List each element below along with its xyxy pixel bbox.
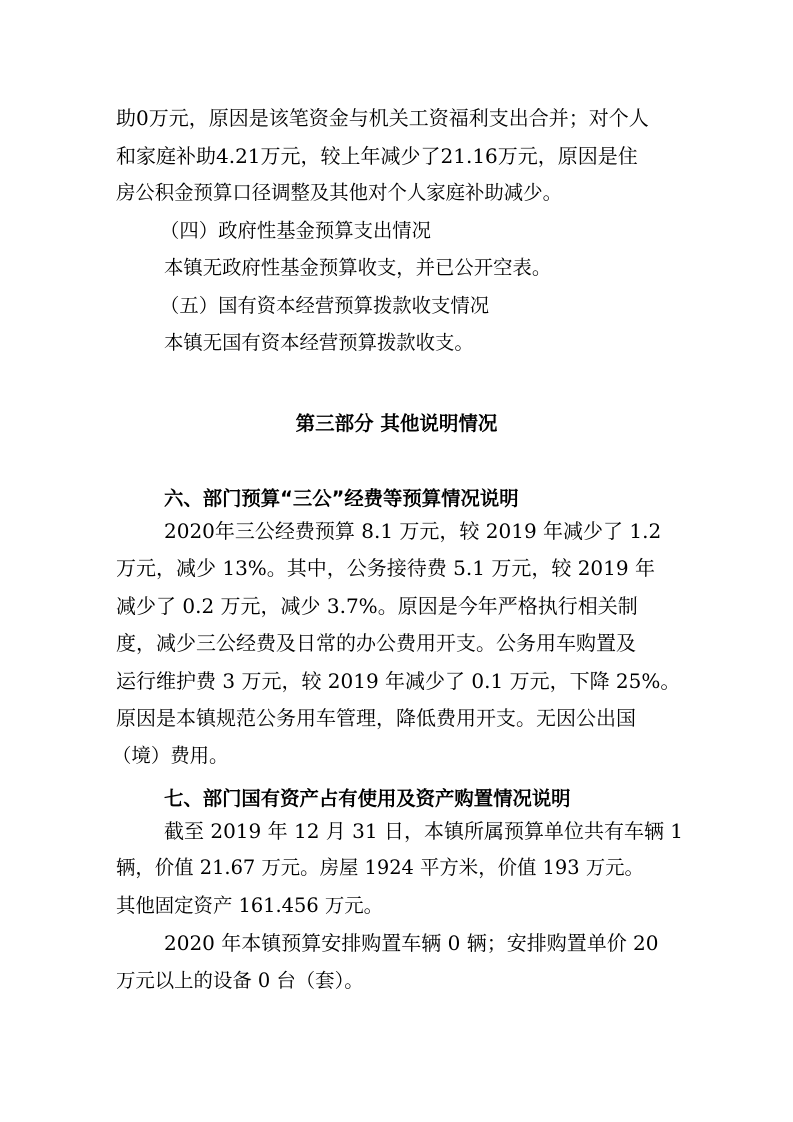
paragraph-line: （境）费用。 xyxy=(112,744,229,767)
paragraph-line: 本镇无政府性基金预算收支，并已公开空表。 xyxy=(164,256,552,279)
subheading-capital: （五）国有资本经营预算拨款收支情况 xyxy=(160,294,490,317)
paragraph-line: 助0万元，原因是该笔资金与机关工资福利支出合并；对个人 xyxy=(116,106,649,130)
part-title: 第三部分 其他说明情况 xyxy=(295,412,498,435)
subheading-fund: （四）政府性基金预算支出情况 xyxy=(160,219,432,242)
paragraph-line: 2020 年本镇预算安排购置车辆 0 辆；安排购置单价 20 xyxy=(164,931,659,955)
paragraph-line: 辆，价值 21.67 万元。房屋 1924 平方米，价值 193 万元。 xyxy=(116,856,644,879)
paragraph-line: 和家庭补助4.21万元，较上年减少了21.16万元，原因是住 xyxy=(116,144,638,168)
section-title-assets: 七、部门国有资产占有使用及资产购置情况说明 xyxy=(164,787,571,810)
paragraph-line: 度，减少三公经费及日常的办公费用开支。公务用车购置及 xyxy=(116,631,636,655)
section-title-three-public: 六、部门预算“三公”经费等预算情况说明 xyxy=(164,487,519,510)
paragraph-line: 减少了 0.2 万元，减少 3.7%。原因是今年严格执行相关制 xyxy=(116,594,638,618)
paragraph-line: 运行维护费 3 万元，较 2019 年减少了 0.1 万元，下降 25%。 xyxy=(116,669,681,693)
paragraph-line: 原因是本镇规范公务用车管理，降低费用开支。无因公出国 xyxy=(116,706,636,730)
paragraph-line: 万元，减少 13%。其中，公务接待费 5.1 万元，较 2019 年 xyxy=(116,556,655,580)
paragraph-line: 2020年三公经费预算 8.1 万元，较 2019 年减少了 1.2 xyxy=(164,519,662,543)
paragraph-line: 其他固定资产 161.456 万元。 xyxy=(116,894,384,917)
paragraph-line: 万元以上的设备 0 台（套）。 xyxy=(116,969,364,992)
paragraph-line: 截至 2019 年 12 月 31 日，本镇所属预算单位共有车辆 1 xyxy=(164,819,684,843)
paragraph-line: 本镇无国有资本经营预算拨款收支。 xyxy=(164,331,474,354)
paragraph-line: 房公积金预算口径调整及其他对个人家庭补助减少。 xyxy=(116,181,562,204)
